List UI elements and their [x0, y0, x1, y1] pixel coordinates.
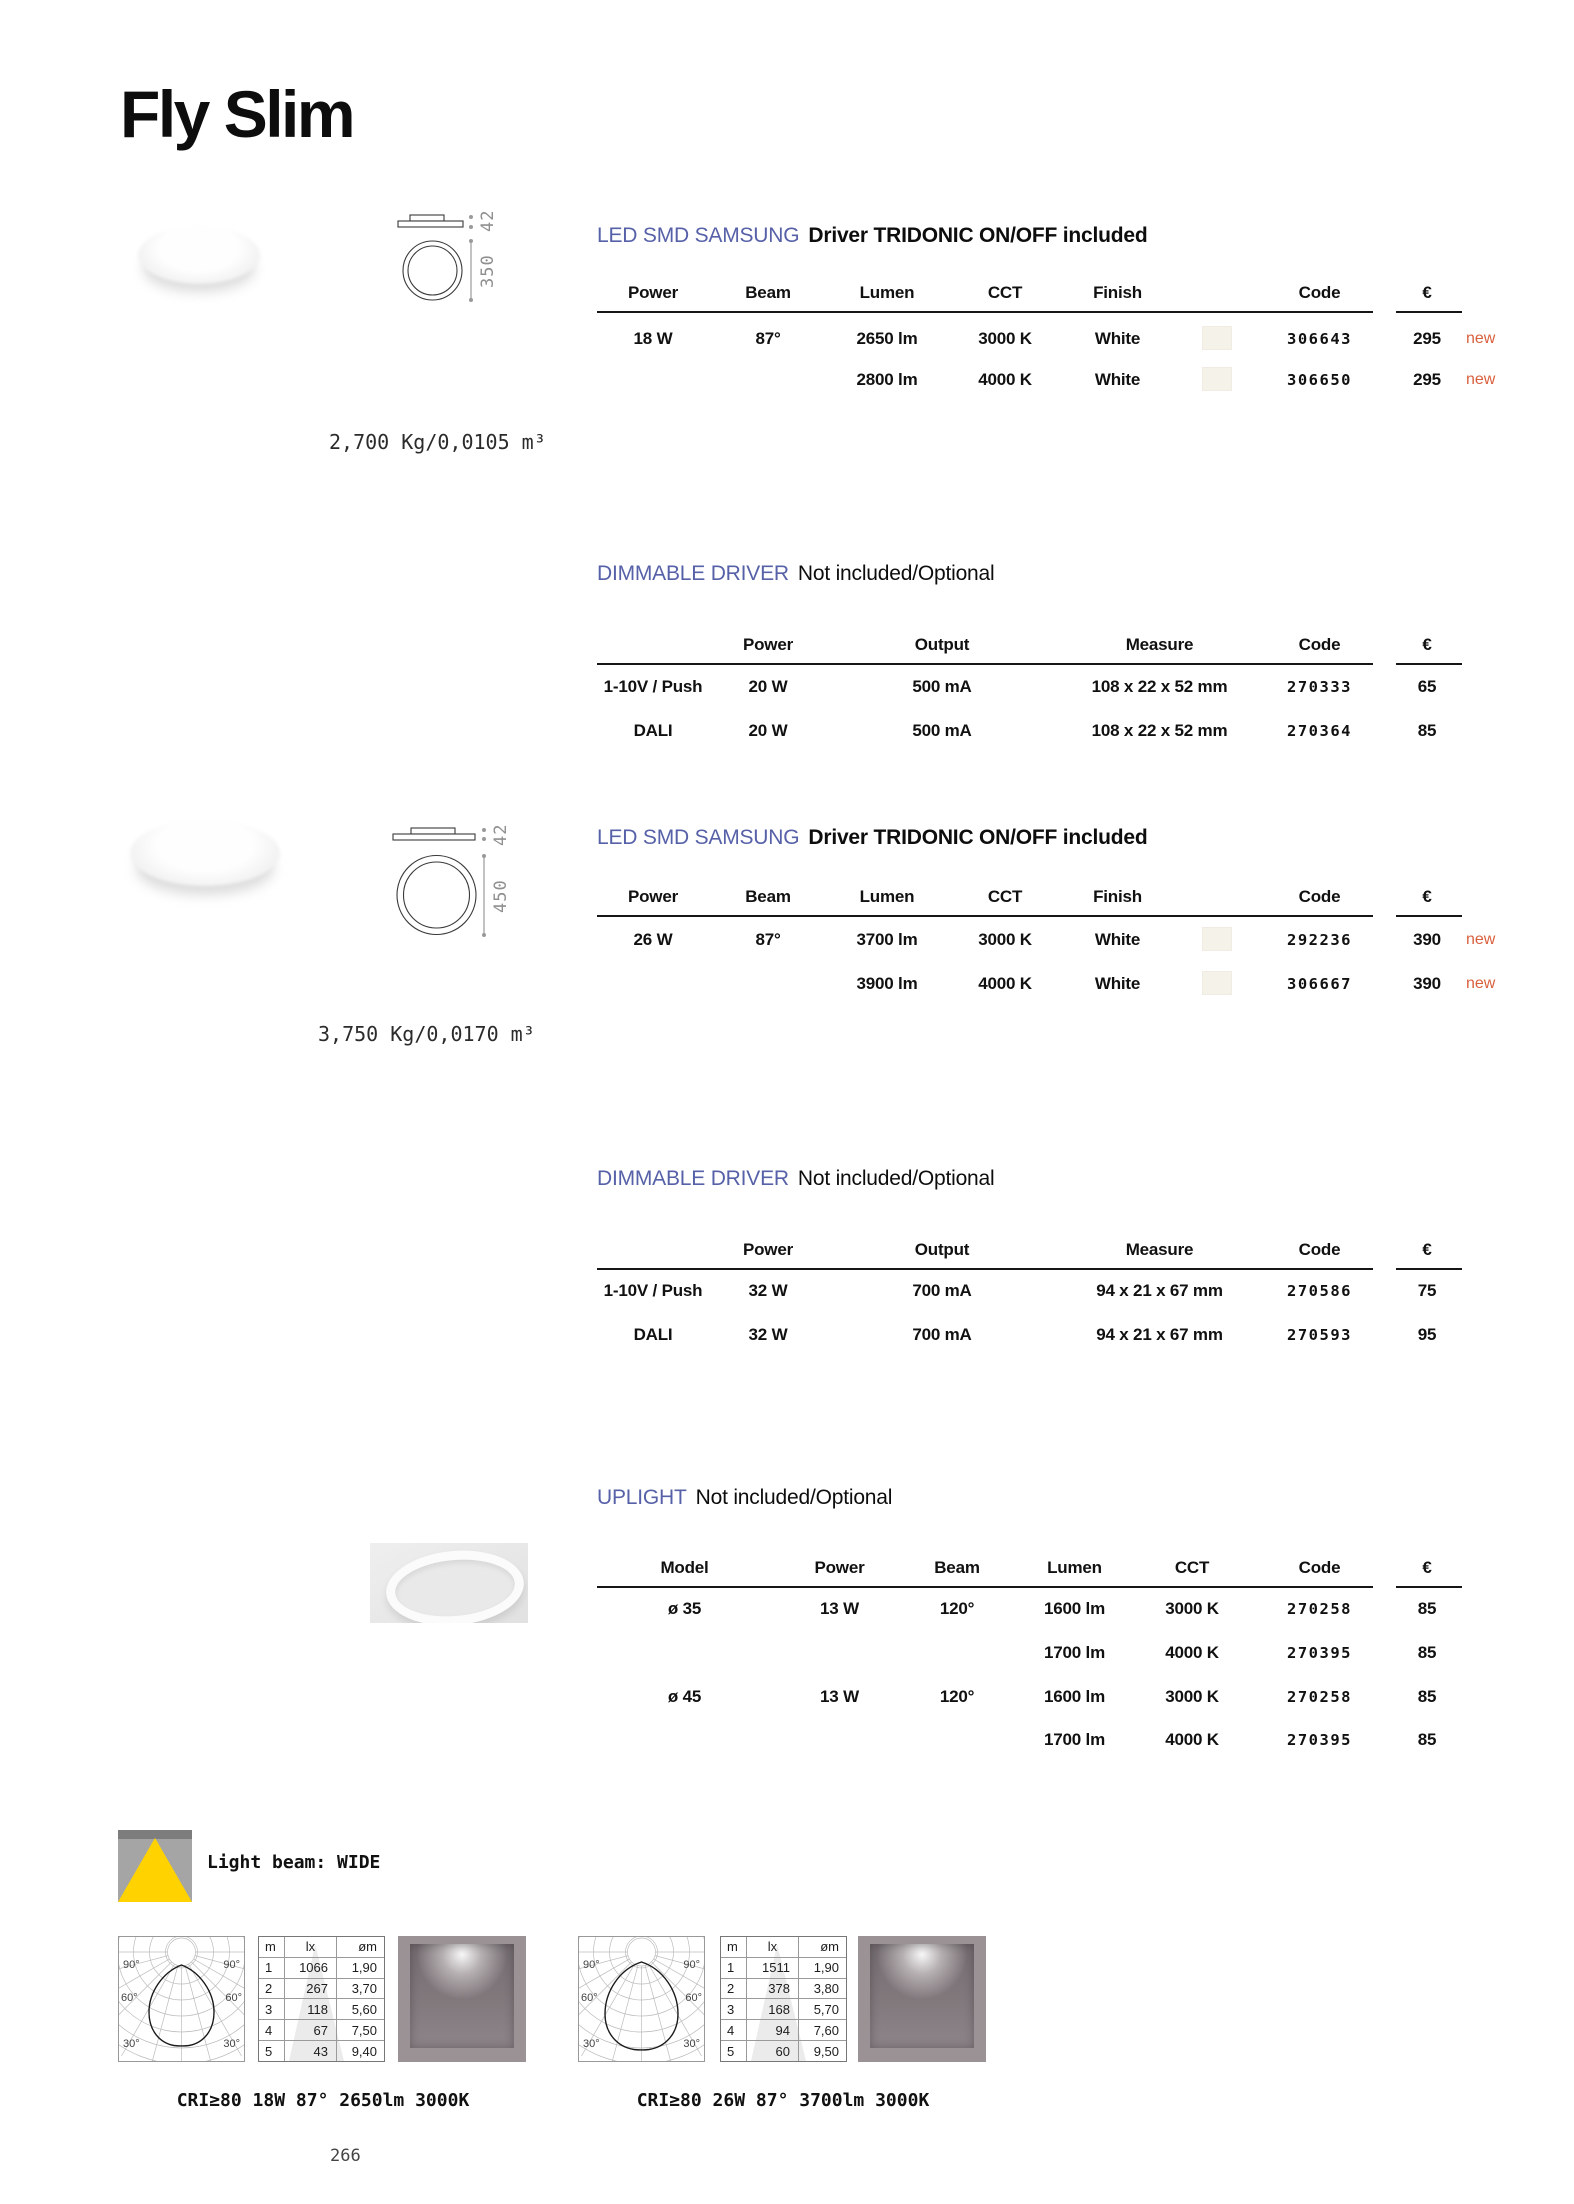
header-rule: [597, 1586, 1373, 1588]
header-rule: [597, 663, 1373, 665]
weight-volume-2: 3,750 Kg/0,0170 m³: [318, 1022, 535, 1046]
col-power: Power: [814, 1558, 865, 1577]
col-finish: Finish: [1093, 283, 1142, 302]
col-output: Output: [914, 635, 970, 654]
cell-lumen: 3900 lm: [856, 974, 918, 993]
cell-code: 270395: [1287, 1644, 1352, 1662]
dimmable1-row-2: [597, 720, 1462, 742]
room-photo-2: [858, 1936, 986, 2062]
uplight-row-2: [597, 1642, 1462, 1664]
price-rule: [1396, 1586, 1462, 1588]
polar-angle-label: 90°: [223, 1959, 240, 1971]
uplight-subtitle: Not included/Optional: [695, 1486, 893, 1509]
finish-swatch: [1202, 326, 1232, 350]
cone-table-1: [258, 1936, 385, 2062]
cell-output: 700 mA: [912, 1281, 972, 1300]
cell-cct: 4000 K: [978, 370, 1032, 389]
cone-col-m: m: [721, 1937, 747, 1957]
col-code: Code: [1298, 887, 1341, 906]
cell-code: 270586: [1287, 1282, 1352, 1300]
col-cct: CCT: [1174, 1558, 1210, 1577]
dim-label-diameter: 350: [478, 254, 498, 288]
col-price: €: [1422, 635, 1432, 654]
new-badge: new: [1466, 330, 1496, 347]
col-lumen: Lumen: [1047, 1558, 1102, 1577]
led2-eyebrow: LED SMD SAMSUNG: [597, 826, 800, 849]
led2-header-row: [597, 886, 1540, 908]
col-power: Power: [627, 887, 679, 906]
cell-lumen: 3700 lm: [856, 930, 918, 949]
cell-price: 85: [1417, 721, 1437, 740]
cell-beam: 87°: [755, 930, 781, 949]
photometry-caption-2: CRI≥80 26W 87° 3700lm 3000K: [636, 2090, 930, 2111]
polar-angle-label: 90°: [583, 1959, 600, 1971]
col-beam: Beam: [934, 1558, 980, 1577]
polar-diagram-1: [118, 1936, 245, 2062]
cone-col-m: m: [259, 1937, 285, 1957]
col-finish: Finish: [1093, 887, 1142, 906]
polar-angle-label: 30°: [683, 2038, 700, 2050]
cone-row: 5 43 9,40: [259, 2041, 384, 2061]
cell-beam: 120°: [939, 1687, 975, 1706]
cone-header-row: [259, 1937, 384, 1958]
page-title: Fly Slim: [120, 77, 354, 151]
cell-beam: 120°: [939, 1599, 975, 1618]
led1-subtitle: Driver TRIDONIC ON/OFF included: [808, 224, 1148, 247]
cell-cct: 3000 K: [978, 329, 1032, 348]
header-rule: [597, 1268, 1373, 1270]
cell-lumen: 1700 lm: [1044, 1643, 1105, 1662]
led2-row-2: [597, 973, 1540, 995]
cell-code: 270333: [1287, 678, 1352, 696]
col-lumen: Lumen: [859, 887, 915, 906]
dimmable2-subtitle: Not included/Optional: [797, 1167, 995, 1190]
cell-price: 95: [1417, 1325, 1437, 1344]
room-photo-glow: [870, 1944, 974, 2048]
cone-row: 1 1066 1,90: [259, 1958, 384, 1979]
cell-finish: White: [1094, 370, 1141, 389]
led1-row-2: [597, 369, 1540, 391]
polar-angle-label: 90°: [123, 1959, 140, 1971]
dim-label-height: 42: [478, 209, 498, 233]
dim-label-height: 42: [491, 823, 511, 847]
cone-col-om: øm: [820, 1939, 839, 1955]
cell-beam: [907, 1729, 1007, 1751]
polar-angle-label: 60°: [121, 1992, 138, 2004]
col-cct: CCT: [987, 283, 1023, 302]
cell-beam: [709, 973, 827, 995]
dimmable1-header-row: [597, 634, 1462, 656]
dim-label-diameter: 450: [491, 879, 511, 913]
cell-code: 270395: [1287, 1731, 1352, 1749]
cell-code: 270364: [1287, 722, 1352, 740]
cell-price: 65: [1417, 677, 1437, 696]
cell-lumen: 1600 lm: [1044, 1599, 1105, 1618]
col-code: Code: [1298, 1558, 1341, 1577]
cone-col-lx: lx: [747, 1937, 799, 1957]
cone-row: 2 267 3,70: [259, 1979, 384, 2000]
led2-section-header: [597, 826, 1148, 850]
cell-type: 1-10V / Push: [603, 1281, 703, 1300]
product-photo-shadow: [143, 245, 255, 293]
cell-power: [772, 1729, 907, 1751]
cell-model: ø 45: [667, 1687, 702, 1706]
cell-code: 306643: [1287, 330, 1352, 348]
cone-table-2: [720, 1936, 847, 2062]
uplight-row-4: [597, 1729, 1462, 1751]
uplight-row-1: [597, 1598, 1462, 1620]
led1-eyebrow: LED SMD SAMSUNG: [597, 224, 800, 247]
cell-measure: 94 x 21 x 67 mm: [1096, 1325, 1223, 1344]
uplight-eyebrow: UPLIGHT: [597, 1486, 687, 1509]
cell-beam: [709, 369, 827, 391]
led2-row-1: [597, 929, 1540, 951]
polar-angle-label: 60°: [225, 1992, 242, 2004]
new-badge: new: [1466, 931, 1496, 948]
room-photo-glow: [410, 1944, 514, 2048]
uplight-ring: [383, 1545, 527, 1623]
cell-cct: 4000 K: [1165, 1730, 1219, 1749]
weight-volume-1: 2,700 Kg/0,0105 m³: [329, 430, 546, 454]
product-photo-shadow: [136, 841, 274, 895]
dimmable2-row-2: [597, 1324, 1462, 1346]
new-badge: new: [1466, 371, 1496, 388]
cell-beam: [907, 1642, 1007, 1664]
cone-row: 3 118 5,60: [259, 1999, 384, 2020]
photometry-caption-1: CRI≥80 18W 87° 2650lm 3000K: [176, 2090, 470, 2111]
col-lumen: Lumen: [859, 283, 915, 302]
led1-row-1: [597, 328, 1540, 350]
cell-finish: White: [1094, 930, 1141, 949]
cell-price: 390: [1413, 974, 1441, 993]
new-badge: new: [1466, 975, 1496, 992]
price-rule: [1396, 311, 1462, 313]
cell-output: 500 mA: [912, 677, 972, 696]
cell-cct: 4000 K: [978, 974, 1032, 993]
cell-price: 390: [1413, 930, 1441, 949]
price-rule: [1396, 1268, 1462, 1270]
finish-swatch: [1202, 367, 1232, 391]
cell-power: 32 W: [748, 1281, 788, 1300]
cell-power: [597, 369, 709, 391]
col-power: Power: [742, 1240, 794, 1259]
cell-cct: 3000 K: [1165, 1599, 1219, 1618]
cell-measure: 108 x 22 x 52 mm: [1091, 677, 1228, 696]
cone-col-lx: lx: [285, 1937, 337, 1957]
polar-angle-label: 30°: [123, 2038, 140, 2050]
cone-row: 3 168 5,70: [721, 1999, 846, 2020]
cone-row: 4 94 7,60: [721, 2020, 846, 2041]
finish-swatch: [1202, 971, 1232, 995]
room-photo-1: [398, 1936, 526, 2062]
cell-power: 26 W: [633, 930, 673, 949]
polar-angle-label: 60°: [685, 1992, 702, 2004]
cell-power: 32 W: [748, 1325, 788, 1344]
polar-angle-label: 60°: [581, 1992, 598, 2004]
dimmable2-section-header: [597, 1167, 994, 1191]
product-photo-450: [130, 820, 280, 886]
cell-lumen: 2800 lm: [856, 370, 918, 389]
col-cct: CCT: [987, 887, 1023, 906]
led2-subtitle: Driver TRIDONIC ON/OFF included: [808, 826, 1148, 849]
col-model: Model: [660, 1558, 709, 1577]
col-measure: Measure: [1125, 1240, 1194, 1259]
cell-price: 85: [1417, 1687, 1437, 1706]
cell-price: 85: [1417, 1643, 1437, 1662]
col-power: Power: [627, 283, 679, 302]
cell-code: 270593: [1287, 1326, 1352, 1344]
col-code: Code: [1298, 1240, 1341, 1259]
light-beam-label: Light beam: WIDE: [207, 1852, 381, 1873]
cell-measure: 108 x 22 x 52 mm: [1091, 721, 1228, 740]
cell-code: 270258: [1287, 1600, 1352, 1618]
cell-lumen: 1700 lm: [1044, 1730, 1105, 1749]
cell-price: 75: [1417, 1281, 1437, 1300]
page-number: 266: [330, 2146, 361, 2166]
product-photo-disc: [130, 820, 280, 886]
price-rule: [1396, 915, 1462, 917]
dimmable1-row-1: [597, 676, 1462, 698]
product-photo-disc: [138, 226, 260, 284]
cell-type: DALI: [633, 1325, 673, 1344]
cell-beam: 87°: [755, 329, 781, 348]
col-measure: Measure: [1125, 635, 1194, 654]
cell-power: [597, 973, 709, 995]
col-price: €: [1422, 887, 1432, 906]
uplight-section-header: [597, 1486, 892, 1510]
led1-header-row: [597, 282, 1540, 304]
col-code: Code: [1298, 283, 1341, 302]
col-price: €: [1422, 1558, 1432, 1577]
cone-header-row: [721, 1937, 846, 1958]
cell-power: 18 W: [633, 329, 673, 348]
cell-type: DALI: [633, 721, 673, 740]
cell-model: [597, 1729, 772, 1751]
cell-finish: White: [1094, 329, 1141, 348]
beam-icon-cone: [118, 1830, 192, 1902]
cell-output: 500 mA: [912, 721, 972, 740]
dimmable2-eyebrow: DIMMABLE DRIVER: [597, 1167, 789, 1190]
cell-code: 292236: [1287, 931, 1352, 949]
cone-row: 2 378 3,80: [721, 1979, 846, 2000]
dimmable2-header-row: [597, 1239, 1462, 1261]
cell-lumen: 2650 lm: [856, 329, 918, 348]
polar-angle-label: 30°: [223, 2038, 240, 2050]
price-rule: [1396, 663, 1462, 665]
cell-power: 13 W: [820, 1599, 859, 1618]
cell-type: 1-10V / Push: [603, 677, 703, 696]
cone-row: 1 1511 1,90: [721, 1958, 846, 1979]
cone-row: 5 60 9,50: [721, 2041, 846, 2061]
beam-icon-ceiling: [118, 1830, 192, 1839]
dimmable1-subtitle: Not included/Optional: [797, 562, 995, 585]
cell-code: 306667: [1287, 975, 1352, 993]
dimmable1-section-header: [597, 562, 994, 586]
polar-angle-label: 90°: [683, 1959, 700, 1971]
col-beam: Beam: [745, 887, 791, 906]
cell-power: 20 W: [748, 721, 788, 740]
light-beam-icon: [118, 1830, 192, 1902]
dimmable1-eyebrow: DIMMABLE DRIVER: [597, 562, 789, 585]
cone-row: 4 67 7,50: [259, 2020, 384, 2041]
cell-finish: White: [1094, 974, 1141, 993]
col-power: Power: [742, 635, 794, 654]
cell-price: 85: [1417, 1730, 1437, 1749]
product-photo-350: [138, 226, 260, 284]
uplight-row-3: [597, 1686, 1462, 1708]
cell-power: 20 W: [748, 677, 788, 696]
cell-price: 295: [1413, 329, 1441, 348]
cell-price: 295: [1413, 370, 1441, 389]
col-code: Code: [1298, 635, 1341, 654]
col-output: Output: [914, 1240, 970, 1259]
polar-diagram-2: [578, 1936, 705, 2062]
cell-code: 270258: [1287, 1688, 1352, 1706]
cell-model: [597, 1642, 772, 1664]
cell-price: 85: [1417, 1599, 1437, 1618]
col-price: €: [1422, 1240, 1432, 1259]
header-rule: [597, 915, 1373, 917]
dimmable2-row-1: [597, 1280, 1462, 1302]
cell-power: [772, 1642, 907, 1664]
cone-col-om: øm: [358, 1939, 377, 1955]
cell-power: 13 W: [820, 1687, 859, 1706]
polar-angle-label: 30°: [583, 2038, 600, 2050]
led1-section-header: [597, 224, 1148, 248]
finish-swatch: [1202, 927, 1232, 951]
cell-lumen: 1600 lm: [1044, 1687, 1105, 1706]
cell-model: ø 35: [667, 1599, 702, 1618]
uplight-photo: [370, 1543, 528, 1623]
cell-cct: 4000 K: [1165, 1643, 1219, 1662]
cell-output: 700 mA: [912, 1325, 972, 1344]
uplight-header-row: [597, 1557, 1462, 1579]
cell-measure: 94 x 21 x 67 mm: [1096, 1281, 1223, 1300]
col-beam: Beam: [745, 283, 791, 302]
cell-cct: 3000 K: [978, 930, 1032, 949]
cell-cct: 3000 K: [1165, 1687, 1219, 1706]
cell-code: 306650: [1287, 371, 1352, 389]
col-price: €: [1422, 283, 1432, 302]
header-rule: [597, 311, 1373, 313]
